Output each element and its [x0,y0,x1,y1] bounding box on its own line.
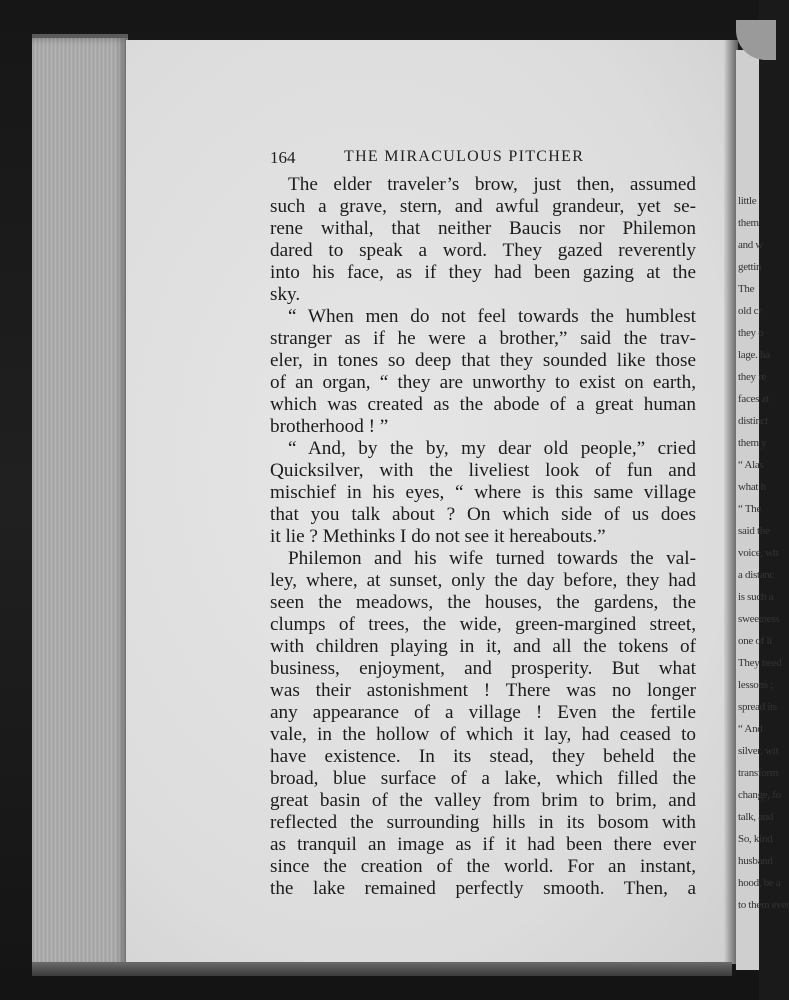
page-stack [32,38,128,968]
text-line: reflected the surrounding hills in its bosom with [270,812,696,833]
facing-page-fragment: old cr [738,305,762,317]
text-line: Philemon and his wife turned towards the val- [288,548,696,569]
facing-page-fragment: gettin [738,261,762,273]
page-header [270,148,690,172]
text-line: was their astonishment ! There was no longer [270,680,696,701]
facing-page-fragment: lessons ; [738,679,773,691]
text-line: which was created as the abode of a great human [270,394,696,415]
facing-page-fragment: faces at [738,393,769,405]
page-stack-bottom [32,962,732,976]
text-line: “ And, by the by, my dear old people,” cried [288,438,696,459]
text-line: clumps of trees, the wide, green-margined street, [270,614,696,635]
facing-page-fragment: a distanc [738,569,775,581]
facing-page-fragment: husband [738,855,773,867]
text-line: vale, in the hollow of which it lay, had ceased to [270,724,696,745]
text-line: great basin of the valley from brim to brim, and [270,790,696,811]
facing-page-fragment: They need [738,657,782,669]
facing-page-fragment: “ The [738,503,762,515]
facing-page-fragment: silver, wit [738,745,779,757]
facing-page-fragment: sweetness [738,613,780,625]
text-line: into his face, as if they had been gazing at the [270,262,696,283]
text-line: “ When men do not feel towards the humblest [288,306,696,327]
body-text [270,174,696,900]
text-line: such a grave, stern, and awful grandeur, yet se- [270,196,696,217]
running-title: THE MIRACULOUS PITCHER [344,148,585,165]
facing-page-fragment: distinct [738,415,768,427]
text-line: have existence. In its stead, they beheld the [270,746,696,767]
facing-page-fragment: to them ever [738,899,789,911]
facing-page-fragment: “ Alas [738,459,764,471]
text-line: any appearance of a village ! Even the fertile [270,702,696,723]
text-line: of an organ, “ they are unworthy to exist on earth, [270,372,696,393]
text-line: rene withal, that neither Baucis nor Philemon [270,218,696,239]
facing-page-fragment: hood, be a [738,877,781,889]
facing-page-fragment: one of li [738,635,772,647]
text-line: with children playing in it, and all the tokens of [270,636,696,657]
text-line: since the creation of the world. For an instant, [270,856,696,877]
text-line: business, enjoyment, and prosperity. But what [270,658,696,679]
text-line: Quicksilver, with the liveliest look of fun and [270,460,696,481]
text-line: ley, where, at sunset, only the day before, they had [270,570,696,591]
facing-page-fragment: transform [738,767,779,779]
facing-page-fragment: “ And [738,723,763,735]
facing-page-fragment: they re [738,371,767,383]
text-line: stranger as if he were a brother,” said the trav- [270,328,696,349]
text-line: it lie ? Methinks I do not see it hereabouts.” [270,526,606,547]
facing-page-fragment: them [738,217,759,229]
facing-page-fragment: The [738,283,755,295]
facing-page-fragment: them y [738,437,767,449]
facing-page-fragment: said the [738,525,770,537]
facing-page-fragment: they o [738,327,764,339]
facing-page-fragment: voice, wh [738,547,779,559]
text-line: that you talk about ? On which side of us does [270,504,696,525]
page-number: 164 [270,148,296,167]
facing-page-fragment: change, fo [738,789,781,801]
text-line: eler, in tones so deep that they sounded like those [270,350,696,371]
facing-page-fragment: little [738,195,757,207]
facing-page-fragment: talk, and [738,811,774,823]
facing-page-fragment: So, kind [738,833,773,845]
text-line: the lake remained perfectly smooth. Then, a [270,878,696,899]
facing-page-fragment: is such a [738,591,774,603]
text-line: as tranquil an image as if it had been there ever [270,834,696,855]
facing-page-fragment: and w [738,239,764,251]
text-line: seen the meadows, the houses, the gardens, the [270,592,696,613]
text-line: The elder traveler’s brow, just then, assumed [288,174,696,195]
facing-page-fragment: what h [738,481,766,493]
text-line: brotherhood ! ” [270,416,389,437]
text-line: dared to speak a word. They gazed reverently [270,240,696,261]
facing-page-fragment: lage. ha [738,349,770,361]
text-line: mischief in his eyes, “ where is this same village [270,482,696,503]
text-line: broad, blue surface of a lake, which filled the [270,768,696,789]
text-line: sky. [270,284,301,305]
facing-page [736,50,789,970]
facing-page-fragment: spread its [738,701,777,713]
